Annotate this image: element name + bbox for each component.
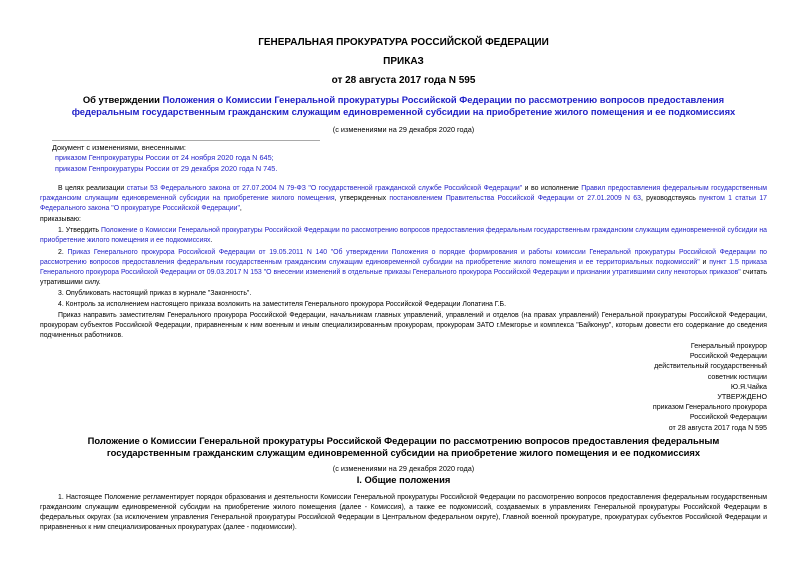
item-4: 4. Контроль за исполнением настоящего приказа возложить на заместителя Генерального прокурора Российской Федерации Лопатина Г.Б.	[58, 301, 506, 308]
regulation-paragraph-1: 1. Настоящее Положение регламентирует порядок образования и деятельности Комиссии Генеральной прокуратуры Российской Федерации по рассмотрению вопросов предоставления федеральным государственным гражданским служащим единовременной субсидии на приобретение жилого помещения (далее - Комиссия), а также ее подкомиссий, создаваемых в управлениях Генеральной прокуратуры Российской Федерации в федеральных округах (за исключением управления Генеральной прокуратуры Российской Федерации в Центральном федеральном округе), Главной военной прокуратуре, прокуратурах субъектов Российской Федерации и приравненных к ним специализированных прокуратурах (далее - подкомиссии).	[40, 494, 767, 531]
preamble-text: ,	[239, 205, 242, 212]
signature-line: советник юстиции	[707, 372, 767, 381]
organization-name: ГЕНЕРАЛЬНАЯ ПРОКУРАТУРА РОССИЙСКОЙ ФЕДЕРАЦИИ	[258, 37, 549, 48]
approval-line: от 28 августа 2017 года N 595	[668, 423, 767, 432]
item-text: 2.	[58, 249, 68, 256]
approval-line: УТВЕРЖДЕНО	[717, 393, 767, 401]
item-3: 3. Опубликовать настоящий приказ в журнале "Законность".	[58, 290, 252, 297]
changes-intro: Документ с изменениями, внесенными:	[52, 143, 186, 152]
change-link-2[interactable]: приказом Генпрокуратуры России от 29 декабря 2020 года N 745.	[55, 163, 278, 173]
government-decree-link[interactable]: постановлением Правительства Российской Федерации от 27.01.2009 N 63	[389, 195, 641, 202]
approval-line: Российской Федерации	[689, 413, 767, 422]
amendment-note: (с изменениями на 29 декабря 2020 года)	[332, 125, 475, 134]
regulation-link[interactable]: Положение о Комиссии Генеральной прокуратуры Российской Федерации по рассмотрению вопросов предоставления федеральным государственным гражданским служащим единовременной субсидии на приобретение жилого помещения и ее подкомиссиях	[40, 227, 767, 244]
signature-line: Российской Федерации	[689, 352, 767, 361]
signature-line: Ю.Я.Чайка	[730, 382, 767, 391]
regulation-amendment-note: (с изменениями на 29 декабря 2020 года)	[332, 464, 475, 473]
rules-link[interactable]: Правил предоставления федеральным государственным гражданским служащим единовременной субсидии на приобретение жилого помещения	[40, 185, 767, 202]
document-date: от 28 августа 2017 года N 595	[331, 75, 476, 86]
changes-block	[52, 143, 352, 174]
signature-line: Генеральный прокурор	[690, 342, 767, 350]
preamble-text: В целях реализации	[58, 185, 127, 192]
title-prefix: Об утверждении	[82, 94, 163, 105]
item-5: Приказ направить заместителям Генерального прокурора Российской Федерации, начальникам главных управлений, управлений и отделов (на правах управлений) Генеральной прокуратуры Российской Федерации, прокурорам субъектов Российской Федерации, приравненным к ним военным и иным специализированным прокурорам, прокурорам ЗАТО г.Межгорье и комплекса "Байконур", которым довести его содержание до сведения подчиненных работников.	[40, 312, 767, 339]
item-text: и	[699, 259, 710, 266]
approval-line: приказом Генерального прокурора	[652, 403, 767, 412]
item-text: .	[210, 237, 213, 244]
approval-block	[653, 392, 767, 433]
title-link[interactable]: Положения о Комиссии Генеральной прокуратуры Российской Федерации по рассмотрению вопросов предоставления федеральным государственным гражданским служащим единовременной субсидии на приобретение жилого помещения и ее подкомиссиях	[71, 94, 736, 117]
item-2	[40, 248, 767, 288]
preamble-text: и во исполнение	[522, 185, 582, 192]
order-153-link[interactable]: пункт 1.5 приказа Генерального прокурора Российской Федерации от 09.03.2017 N 153 "О внесении изменений в отдельные приказы Генерального прокурора Российской Федерации и признании утратившими силу некоторых приказов"	[40, 259, 768, 276]
signature-block	[654, 341, 767, 392]
preamble-text: , руководствуясь	[640, 195, 700, 202]
document-type: ПРИКАЗ	[383, 56, 424, 67]
item-text: считать утратившими силу.	[40, 269, 767, 286]
changes-divider	[52, 140, 320, 141]
order-140-link[interactable]: Приказ Генерального прокурора Российской Федерации от 19.05.2011 N 140 "Об утверждении Положения о порядке формирования и работы комиссии Генеральной прокуратуры Российской Федерации по рассмотрению вопросов предоставления федеральным государственным гражданским служащим единовременной субсидии на приобретение жилого помещения и ее территориальных подкомиссий"	[40, 249, 768, 266]
signature-line: действительный государственный	[654, 362, 767, 371]
section-heading: I. Общие положения	[356, 474, 451, 485]
preamble-paragraph	[40, 184, 767, 214]
regulation-title: Положение о Комиссии Генеральной прокуратуры Российской Федерации по рассмотрению вопросов предоставления федеральным государственным гражданским служащим единовременной субсидии на приобретение жилого помещения и ее подкомиссиях	[87, 435, 720, 458]
order-word: приказываю:	[40, 216, 81, 223]
law-article-link[interactable]: статьи 53 Федерального закона от 27.07.2004 N 79-ФЗ "О государственной гражданской службе Российской Федерации"	[126, 185, 523, 192]
preamble-text: , утвержденных	[334, 195, 390, 202]
document-title	[62, 94, 745, 118]
prosecutor-law-link[interactable]: пунктом 1 статьи 17 Федерального закона "О прокуратуре Российской Федерации"	[40, 195, 767, 212]
change-link-1[interactable]: приказом Генпрокуратуры России от 24 ноября 2020 года N 645;	[55, 153, 274, 163]
item-text: 1. Утвердить	[58, 227, 102, 234]
item-1	[40, 226, 767, 246]
